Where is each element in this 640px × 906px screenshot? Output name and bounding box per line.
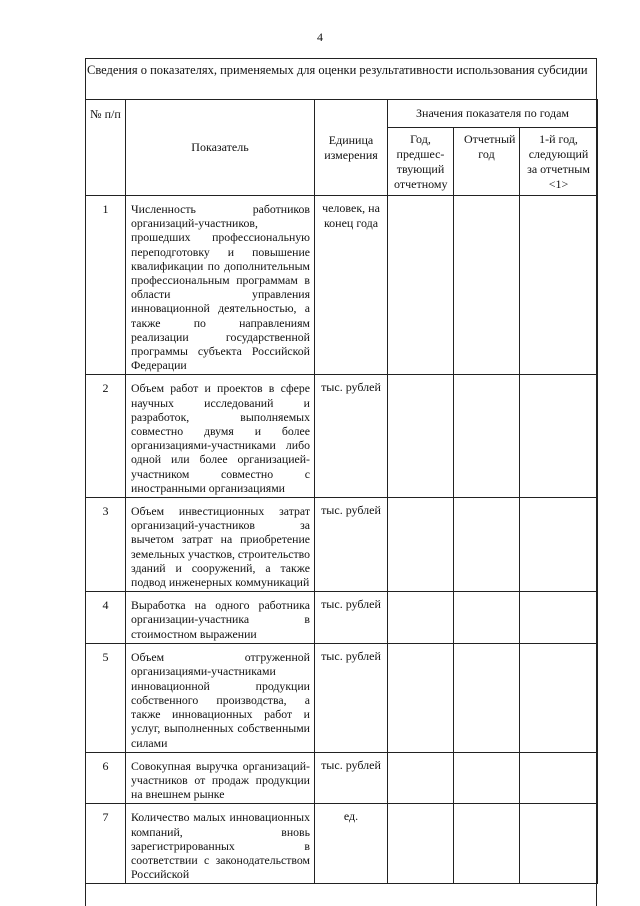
header-num-label: № п/п [90, 107, 121, 121]
header-year-report-label: Отчетный год [464, 132, 516, 161]
header-year-report [454, 128, 520, 196]
header-year-next [520, 128, 598, 196]
table-row [86, 375, 598, 498]
row-value-report [454, 375, 520, 498]
row-unit: человек, на конец года [315, 196, 388, 375]
header-indicator [126, 100, 315, 196]
row-num: 3 [86, 498, 126, 592]
table-row [86, 498, 598, 592]
row-value-prev [388, 196, 454, 375]
row-value-next [520, 592, 598, 644]
row-indicator: Объем отгруженной организациями-участниками инновационной продукции собственного производства, а также инновационных работ и услуг, выполненных собственными силами [126, 644, 315, 752]
row-unit: тыс. рублей [315, 375, 388, 498]
row-value-prev [388, 592, 454, 644]
indicators-table [85, 99, 598, 884]
row-unit: тыс. рублей [315, 592, 388, 644]
table-header [86, 100, 598, 196]
row-num: 1 [86, 196, 126, 375]
row-value-prev [388, 498, 454, 592]
row-value-report [454, 592, 520, 644]
row-value-prev [388, 375, 454, 498]
row-indicator: Объем работ и проектов в сфере научных исследований и разработок, выполняемых совместно двумя и более организациями-участниками либо одной или более организацией-участником совместно с иностранными организациями [126, 375, 315, 498]
row-num: 7 [86, 804, 126, 884]
table-row [86, 196, 598, 375]
row-unit: тыс. рублей [315, 752, 388, 804]
row-value-report [454, 644, 520, 752]
row-unit: тыс. рублей [315, 644, 388, 752]
row-unit: тыс. рублей [315, 498, 388, 592]
header-unit-label: Единица измерения [324, 132, 378, 162]
row-value-next [520, 644, 598, 752]
header-year-next-label: 1-й год, следующий за отчетным <1> [527, 132, 590, 191]
row-value-prev [388, 752, 454, 804]
row-value-report [454, 804, 520, 884]
row-indicator: Объем инвестиционных затрат организаций-участников за вычетом затрат на приобретение земельных участков, строительство зданий и сооружений, а также подвод инженерных коммуникаций [126, 498, 315, 592]
row-value-report [454, 752, 520, 804]
row-indicator: Совокупная выручка организаций-участников от продаж продукции на внешнем рынке [126, 752, 315, 804]
row-value-prev [388, 804, 454, 884]
row-num: 4 [86, 592, 126, 644]
table-caption: Сведения о показателях, применяемых для оценки результативности использования субсидии [87, 63, 588, 77]
table-body [86, 196, 598, 884]
row-value-report [454, 196, 520, 375]
header-year-prev-label: Год, предшес-твующий отчетному [394, 132, 448, 191]
row-value-next [520, 752, 598, 804]
header-values-group [388, 100, 598, 128]
row-indicator: Выработка на одного работника организации-участника в стоимостном выражении [126, 592, 315, 644]
row-indicator: Численность работников организаций-участников, прошедших профессиональную переподготовку и повышение квалификации по дополнительным профессиональным программам в области управления инновационной деятельностью, а также по направлениям реализации государственной программы субъекта Российской Федерации [126, 196, 315, 375]
table-row [86, 804, 598, 884]
header-unit [315, 100, 388, 196]
row-value-report [454, 498, 520, 592]
row-value-prev [388, 644, 454, 752]
row-value-next [520, 498, 598, 592]
row-num: 2 [86, 375, 126, 498]
row-value-next [520, 375, 598, 498]
table-row [86, 644, 598, 752]
header-year-prev [388, 128, 454, 196]
table-row [86, 592, 598, 644]
header-indicator-label: Показатель [191, 140, 249, 154]
table-row [86, 752, 598, 804]
row-num: 5 [86, 644, 126, 752]
row-value-next [520, 804, 598, 884]
row-num: 6 [86, 752, 126, 804]
row-value-next [520, 196, 598, 375]
header-num [86, 100, 126, 196]
header-values-group-label: Значения показателя по годам [416, 106, 569, 120]
row-unit: ед. [315, 804, 388, 884]
row-indicator: Количество малых инновационных компаний, вновь зарегистрированных в соответствии с законодательством Российской [126, 804, 315, 884]
page-number: 4 [317, 30, 323, 44]
